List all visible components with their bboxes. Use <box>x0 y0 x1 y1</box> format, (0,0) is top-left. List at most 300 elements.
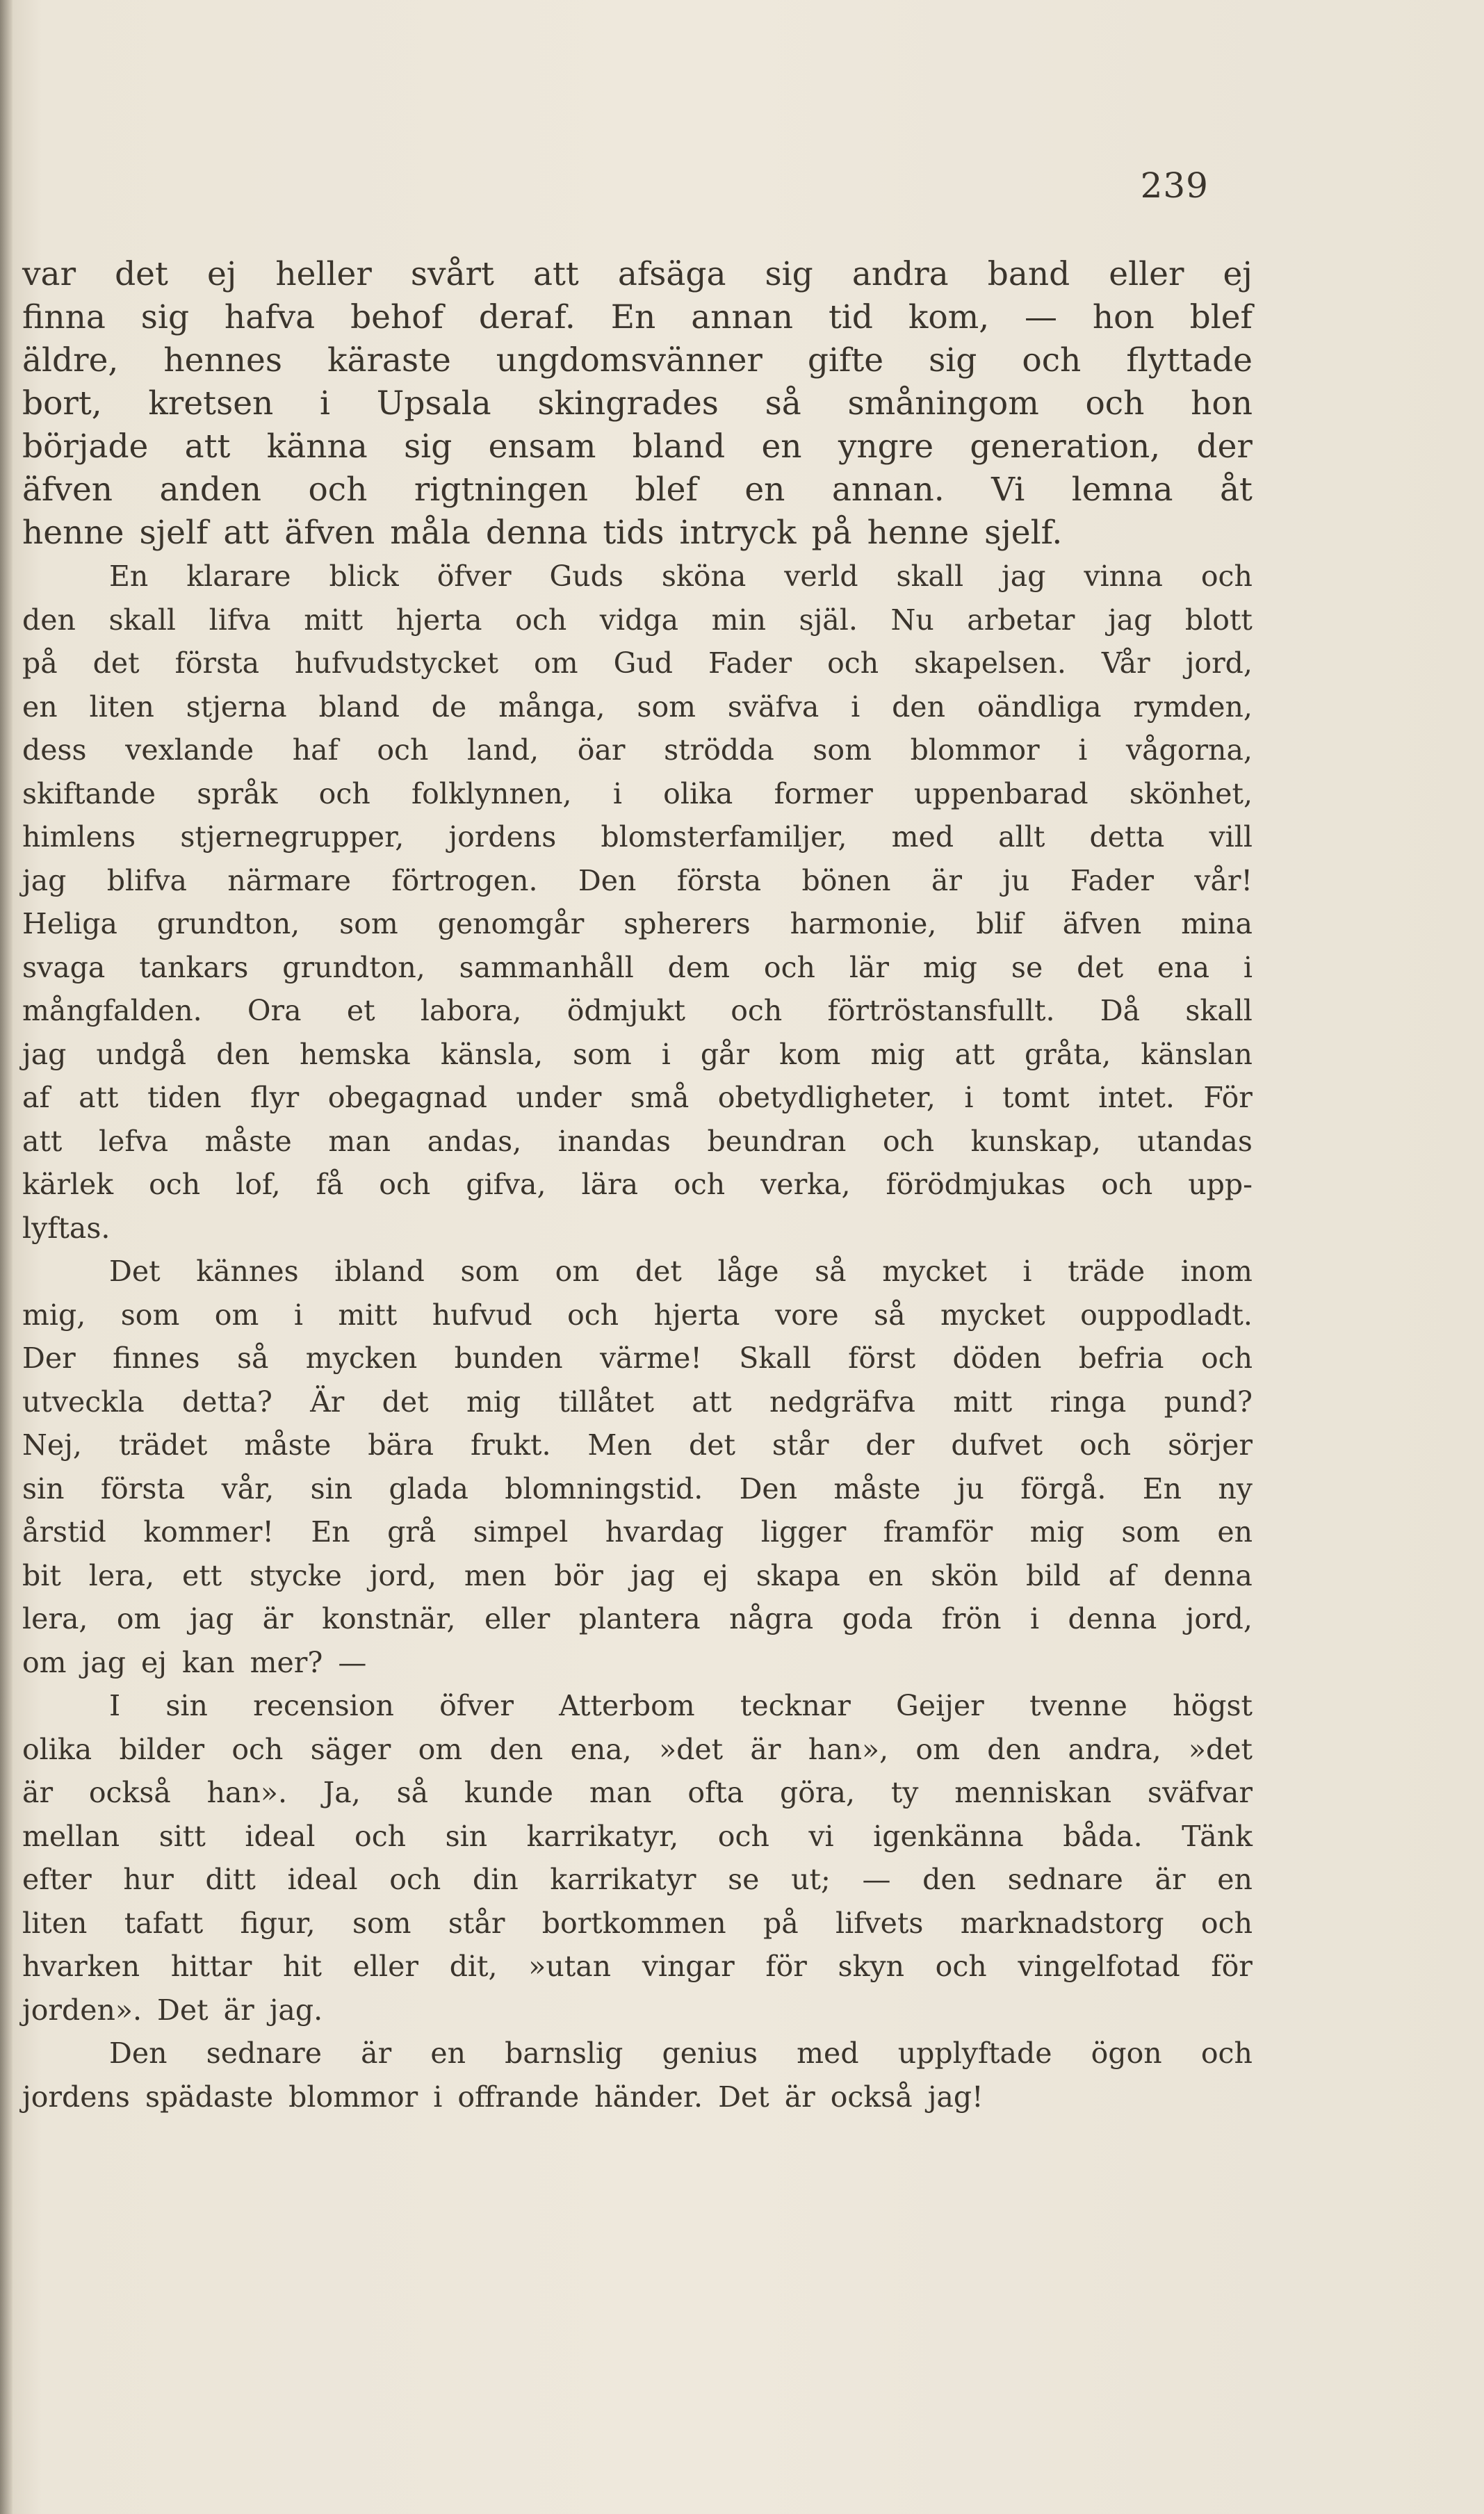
word: om <box>418 1732 463 1766</box>
word: mitt <box>304 603 364 637</box>
word: folklynnen, <box>411 776 572 810</box>
word: stycke <box>250 1558 342 1592</box>
word: händer. <box>594 2080 703 2114</box>
text-line <box>22 946 1253 990</box>
word: som <box>460 1255 520 1288</box>
text-line <box>22 555 1253 598</box>
word: jordens <box>22 2080 130 2114</box>
word: de <box>431 689 467 724</box>
text-line <box>22 1207 1253 1250</box>
word: och <box>674 1168 726 1201</box>
word: som <box>1121 1515 1180 1549</box>
word: första <box>676 863 762 897</box>
word: af <box>22 1081 50 1114</box>
word: mycket <box>882 1255 987 1288</box>
word: och <box>935 1950 987 1983</box>
text-line <box>22 989 1253 1033</box>
word: öar <box>577 733 626 767</box>
word: — <box>862 1863 891 1896</box>
word: mitt <box>338 1298 398 1332</box>
word: kretsen <box>148 384 274 423</box>
word: i <box>851 689 861 724</box>
word: åt <box>1219 471 1253 509</box>
word: en <box>430 2036 466 2070</box>
word: gråta, <box>1025 1037 1111 1071</box>
word: upp- <box>1188 1168 1253 1201</box>
word: vi <box>808 1819 834 1853</box>
word: vinna <box>1084 560 1163 593</box>
word: kom, <box>908 298 990 336</box>
word: på <box>763 1906 799 1940</box>
word: hjerta <box>653 1298 740 1332</box>
text-line <box>22 1163 1253 1207</box>
word: lera, <box>22 1602 88 1635</box>
word: sin <box>165 1689 208 1722</box>
word: och <box>827 646 879 680</box>
text-line <box>22 382 1253 425</box>
word: Tänk <box>1182 1819 1253 1853</box>
word: döden <box>952 1341 1042 1375</box>
word: bland <box>632 427 726 466</box>
text-line <box>22 902 1253 946</box>
word: många, <box>498 689 605 724</box>
text-line <box>22 1858 1253 1902</box>
word: blifva <box>106 863 188 897</box>
text-line <box>22 1120 1253 1164</box>
word: af <box>1108 1558 1136 1592</box>
word: är <box>22 1776 54 1809</box>
word: skönhet, <box>1129 776 1253 810</box>
word: i <box>1078 733 1088 767</box>
word: äfven <box>284 514 375 552</box>
word: ofta <box>687 1776 744 1809</box>
word: denna <box>485 514 588 552</box>
word: sin <box>22 1471 65 1505</box>
word: så <box>765 384 801 423</box>
word: Den <box>739 1471 798 1505</box>
word: bortkommen <box>541 1906 726 1940</box>
text-line <box>22 1423 1253 1467</box>
word: tillåtet <box>558 1385 654 1419</box>
word: skyn <box>838 1950 904 1983</box>
word: intryck <box>679 514 797 552</box>
word: i <box>661 1037 671 1071</box>
text-line <box>22 1989 1253 2032</box>
word: tiden <box>147 1081 222 1114</box>
word: haf <box>292 733 339 767</box>
word: att <box>184 427 231 466</box>
word: din <box>472 1863 519 1896</box>
word: obegagnad <box>327 1081 487 1114</box>
word: hur <box>123 1863 174 1896</box>
word: igenkänna <box>873 1819 1024 1853</box>
word: Der <box>22 1341 76 1375</box>
word: hafva <box>224 298 316 336</box>
word: jag <box>1107 603 1152 637</box>
word: är <box>931 863 962 897</box>
word: med <box>891 820 954 854</box>
word: småningom <box>847 384 1039 423</box>
word: karrikatyr <box>550 1863 696 1896</box>
word: band <box>987 255 1070 293</box>
word: annan. <box>831 471 945 509</box>
word: En <box>109 560 149 593</box>
word: i <box>1029 1602 1040 1635</box>
word: och <box>763 950 815 984</box>
page-number: 239 <box>1140 165 1209 206</box>
word: låge <box>717 1255 779 1288</box>
word: En <box>311 1515 350 1549</box>
word: om <box>214 1298 259 1332</box>
word: svårt <box>410 255 494 293</box>
word: stjerna <box>186 689 287 724</box>
word: skall <box>896 560 964 593</box>
paragraph <box>22 2032 1253 2119</box>
word: vore <box>774 1298 839 1332</box>
word: om <box>534 646 578 680</box>
word: öfver <box>437 560 512 593</box>
word: lifva <box>209 603 271 637</box>
word: befria <box>1078 1341 1164 1375</box>
word: vår! <box>1194 863 1253 897</box>
text-line <box>22 1684 1253 1728</box>
word: vidga <box>599 603 679 637</box>
word: former <box>774 776 873 810</box>
word: blif <box>976 907 1023 940</box>
word: jag <box>189 1602 234 1635</box>
word: recension <box>253 1689 394 1722</box>
word: utveckla <box>22 1385 145 1419</box>
word: jag <box>22 863 67 897</box>
word: och <box>1200 1906 1253 1940</box>
word: skall <box>1185 994 1253 1027</box>
word: en <box>1217 1863 1253 1896</box>
word: lära <box>581 1168 639 1201</box>
word: sköna <box>661 560 747 593</box>
word: frön <box>941 1602 1002 1635</box>
word: bort, <box>22 384 102 423</box>
word: i <box>433 2080 443 2114</box>
word: jord, <box>369 1558 437 1592</box>
word: detta? <box>181 1385 272 1419</box>
word: grå <box>387 1515 437 1549</box>
word: Upsala <box>376 384 491 423</box>
text-line <box>22 728 1253 772</box>
word: dufvet <box>951 1428 1043 1462</box>
word: ödmjukt <box>566 994 685 1027</box>
word: det <box>115 255 168 293</box>
word: mellan <box>22 1819 120 1853</box>
word: första <box>100 1471 186 1505</box>
word: barnslig <box>505 2036 623 2070</box>
word: och <box>883 1124 935 1158</box>
word: arbetar <box>967 603 1075 637</box>
word: allt <box>998 820 1045 854</box>
word: jord, <box>1185 646 1253 680</box>
word: bland <box>318 689 400 724</box>
word: Atterbom <box>559 1689 695 1722</box>
word: bild <box>1026 1558 1081 1592</box>
word: känsla, <box>440 1037 544 1071</box>
word: finnes <box>113 1341 200 1375</box>
word: Det <box>109 1255 161 1288</box>
word: liten <box>22 1906 88 1940</box>
word: också <box>830 2080 913 2114</box>
word: var <box>22 255 76 293</box>
word: upplyftade <box>897 2036 1052 2070</box>
word: denna <box>1164 1558 1253 1592</box>
word: sig <box>929 341 977 379</box>
word: båda. <box>1063 1819 1143 1853</box>
text-line <box>22 1250 1253 1293</box>
word: hon <box>1191 384 1253 423</box>
word: generation, <box>970 427 1161 466</box>
word: Fader <box>708 646 792 680</box>
word: lof, <box>236 1168 281 1201</box>
word: heller <box>275 255 372 293</box>
word: bit <box>22 1558 61 1592</box>
word: att <box>22 1124 63 1158</box>
word: klarare <box>186 560 291 593</box>
word: ty <box>890 1776 919 1809</box>
word: sväfva <box>727 689 820 724</box>
word: och <box>1085 384 1145 423</box>
text-line <box>22 1380 1253 1424</box>
binding-shadow <box>0 0 13 2514</box>
word: ditt <box>205 1863 256 1896</box>
word: denna <box>1068 1602 1157 1635</box>
word: förtrogen. <box>391 863 538 897</box>
word: Det <box>157 1993 209 2027</box>
word: också <box>88 1776 171 1809</box>
word: sig <box>765 255 813 293</box>
paragraph <box>22 555 1253 1250</box>
word: måla <box>390 514 471 552</box>
word: blomningstid. <box>505 1471 703 1505</box>
word: och <box>717 1819 769 1853</box>
word: lyftas. <box>22 1211 111 1245</box>
text-line <box>22 1293 1253 1337</box>
word: det <box>688 1428 735 1462</box>
paragraph <box>22 253 1253 555</box>
word: jag <box>1002 560 1046 593</box>
word: andra, <box>1068 1732 1161 1766</box>
word: några <box>729 1602 814 1635</box>
word: som <box>352 1906 411 1940</box>
word: och <box>1101 1168 1153 1201</box>
text-line <box>22 815 1253 859</box>
word: så <box>236 1341 269 1375</box>
word: skall <box>108 603 177 637</box>
word: i <box>1243 950 1253 984</box>
text-line <box>22 339 1253 382</box>
word: och <box>1079 1428 1132 1462</box>
word: men <box>464 1558 527 1592</box>
word: kan <box>181 1645 235 1679</box>
word: så <box>396 1776 429 1809</box>
word: och <box>318 776 370 810</box>
word: se <box>1011 950 1043 984</box>
word: och <box>308 471 368 509</box>
word: rymden, <box>1133 689 1253 724</box>
word: kommer! <box>143 1515 274 1549</box>
word: obetydligheter, <box>717 1081 936 1114</box>
text-line <box>22 1902 1253 1945</box>
word: står <box>448 1906 505 1940</box>
word: liten <box>89 689 154 724</box>
word: Vår <box>1101 646 1150 680</box>
paragraph <box>22 1250 1253 1684</box>
word: tid <box>828 298 873 336</box>
word: Guds <box>549 560 623 593</box>
word: började <box>22 427 149 466</box>
word: jag. <box>269 1993 323 2027</box>
word: under <box>516 1081 602 1114</box>
word: För <box>1203 1081 1253 1114</box>
word: och <box>515 603 567 637</box>
word: karrikatyr, <box>526 1819 679 1853</box>
word: kunde <box>464 1776 554 1809</box>
word: Fader <box>1070 863 1154 897</box>
word: »utan <box>528 1950 612 1983</box>
text-line <box>22 1510 1253 1554</box>
word: offrande <box>457 2080 580 2114</box>
word: på <box>22 646 58 680</box>
word: mig, <box>22 1298 86 1332</box>
word: och <box>379 1168 431 1201</box>
word: plantera <box>578 1602 701 1635</box>
word: olika <box>22 1732 92 1766</box>
word: flyttade <box>1126 341 1253 379</box>
text-line <box>22 598 1253 642</box>
word: lifvets <box>835 1906 924 1940</box>
word: jag <box>81 1645 126 1679</box>
word: känslan <box>1141 1037 1253 1071</box>
word: och <box>1022 341 1082 379</box>
word: ej <box>140 1645 167 1679</box>
word: som <box>573 1037 632 1071</box>
word: oändliga <box>977 689 1102 724</box>
word: och <box>1200 560 1253 593</box>
word: annan <box>691 298 794 336</box>
word: och <box>1200 1341 1253 1375</box>
word: frukt. <box>470 1428 551 1462</box>
word: Nu <box>890 603 934 637</box>
word: är <box>750 1732 781 1766</box>
word: i <box>293 1298 303 1332</box>
text-line <box>22 1467 1253 1511</box>
word: förtröstansfullt. <box>827 994 1055 1027</box>
word: min <box>711 603 766 637</box>
word: deraf. <box>478 298 576 336</box>
word: Då <box>1100 994 1141 1027</box>
word: hufvudstycket <box>295 646 499 680</box>
word: värme! <box>600 1341 702 1375</box>
word: blommor <box>910 733 1040 767</box>
word: inom <box>1180 1255 1253 1288</box>
word: äfven <box>1062 907 1142 940</box>
word: ena, <box>570 1732 632 1766</box>
word: finna <box>22 298 106 336</box>
text-line <box>22 425 1253 468</box>
word: »det <box>659 1732 724 1766</box>
word: om <box>116 1602 161 1635</box>
word: vingar <box>642 1950 735 1983</box>
word: et <box>346 994 375 1027</box>
word: ju <box>956 1471 984 1505</box>
word: ena <box>1157 950 1210 984</box>
word: den <box>489 1732 544 1766</box>
word: det <box>635 1255 682 1288</box>
word: sin <box>310 1471 353 1505</box>
word: vingelfotad <box>1018 1950 1180 1983</box>
word: gifva, <box>466 1168 546 1201</box>
word: en <box>744 471 785 509</box>
word: hittar <box>170 1950 252 1983</box>
text-line <box>22 1815 1253 1859</box>
word: ny <box>1218 1471 1253 1505</box>
word: en <box>761 427 802 466</box>
word: sitt <box>158 1819 206 1853</box>
word: är <box>262 1602 293 1635</box>
word: det <box>382 1385 429 1419</box>
word: ensam <box>488 427 596 466</box>
word: der <box>1196 427 1253 466</box>
word: Ja, <box>323 1776 361 1809</box>
word: göra, <box>780 1776 856 1809</box>
word: och <box>149 1168 201 1201</box>
word: står <box>772 1428 829 1462</box>
word: sammanhåll <box>459 950 634 984</box>
word: den <box>892 689 945 724</box>
word: Gud <box>613 646 673 680</box>
word: grundton, <box>156 907 300 940</box>
body-text <box>22 253 1253 2119</box>
word: eller <box>1109 255 1184 293</box>
word: strödda <box>664 733 774 767</box>
word: och <box>731 994 783 1027</box>
word: ögon <box>1091 2036 1162 2070</box>
word: se <box>728 1863 760 1896</box>
word: jordens <box>448 820 557 854</box>
word: som <box>813 733 872 767</box>
word: mycket <box>940 1298 1045 1332</box>
word: rigtningen <box>414 471 589 509</box>
text-line <box>22 1076 1253 1120</box>
word: sednare <box>206 2036 322 2070</box>
word: som <box>339 907 398 940</box>
word: bönen <box>801 863 891 897</box>
word: beundran <box>707 1124 847 1158</box>
word: är <box>1155 1863 1186 1896</box>
text-line <box>22 1728 1253 1772</box>
word: för <box>765 1950 807 1983</box>
word: eller <box>352 1950 419 1983</box>
word: ibland <box>334 1255 425 1288</box>
word: figur, <box>240 1906 316 1940</box>
word: lemna <box>1071 471 1173 509</box>
word: hennes <box>163 341 282 379</box>
word: den <box>987 1732 1041 1766</box>
word: man <box>589 1776 652 1809</box>
word: att <box>692 1385 732 1419</box>
word: att <box>79 1081 119 1114</box>
text-line <box>22 642 1253 685</box>
word: träde <box>1068 1255 1145 1288</box>
word: I <box>109 1689 121 1722</box>
word: Det <box>718 2080 769 2114</box>
word: intet. <box>1098 1081 1175 1114</box>
